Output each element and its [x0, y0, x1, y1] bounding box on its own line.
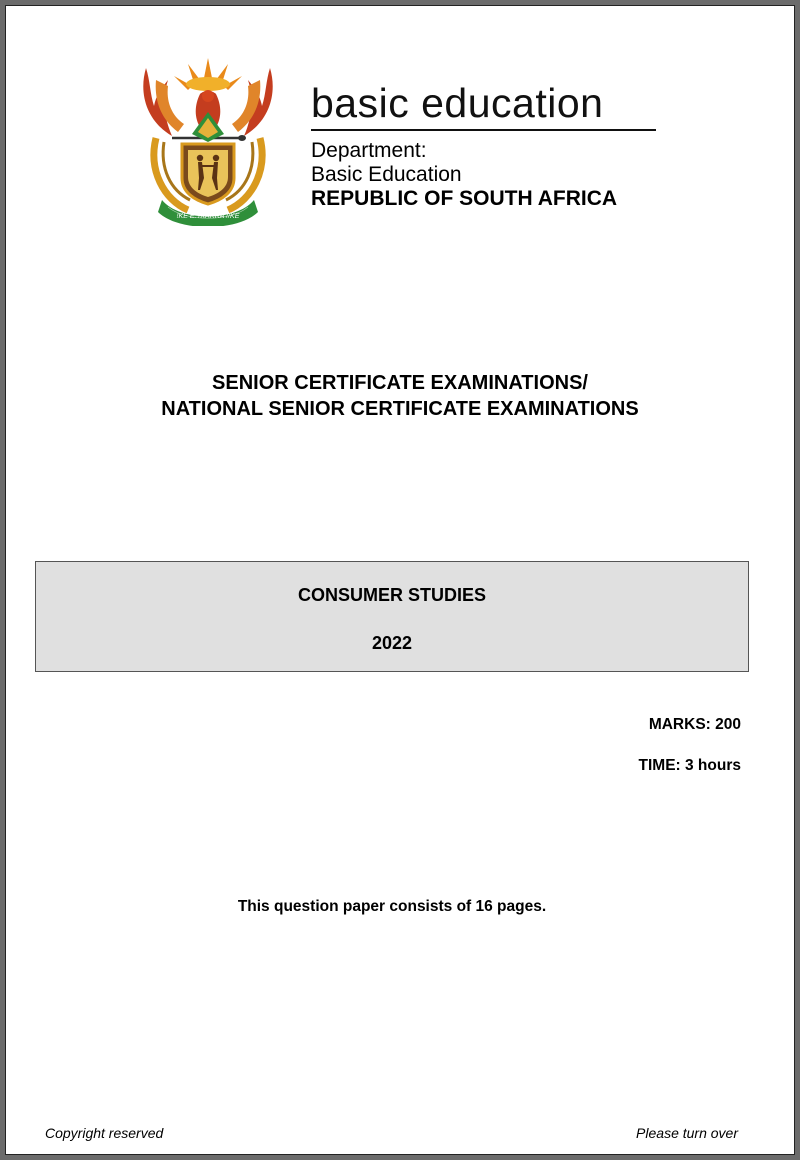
exam-title-line-2: NATIONAL SENIOR CERTIFICATE EXAMINATIONS [161, 398, 639, 420]
brand-underline [311, 129, 656, 131]
exam-title [0, 370, 800, 422]
crest-motto: !KE E: /XARRA //KE [176, 213, 240, 220]
brand-name: basic education [311, 80, 604, 126]
department-name: Basic Education [311, 163, 462, 186]
subject-name: CONSUMER STUDIES [297, 585, 486, 605]
page-count-note: This question paper consists of 16 pages. [237, 898, 547, 915]
country-name: REPUBLIC OF SOUTH AFRICA [311, 187, 618, 210]
subject-year: 2022 [371, 633, 413, 653]
coat-of-arms-icon [138, 50, 278, 226]
exam-title-line-1: SENIOR CERTIFICATE EXAMINATIONS/ [212, 372, 588, 394]
subject-box [35, 561, 749, 672]
exam-duration: TIME: 3 hours [638, 757, 741, 774]
footer-turn-over: Please turn over [636, 1125, 738, 1141]
department-label: Department: [311, 139, 427, 162]
total-marks: MARKS: 200 [648, 716, 741, 733]
footer-copyright: Copyright reserved [45, 1125, 164, 1141]
